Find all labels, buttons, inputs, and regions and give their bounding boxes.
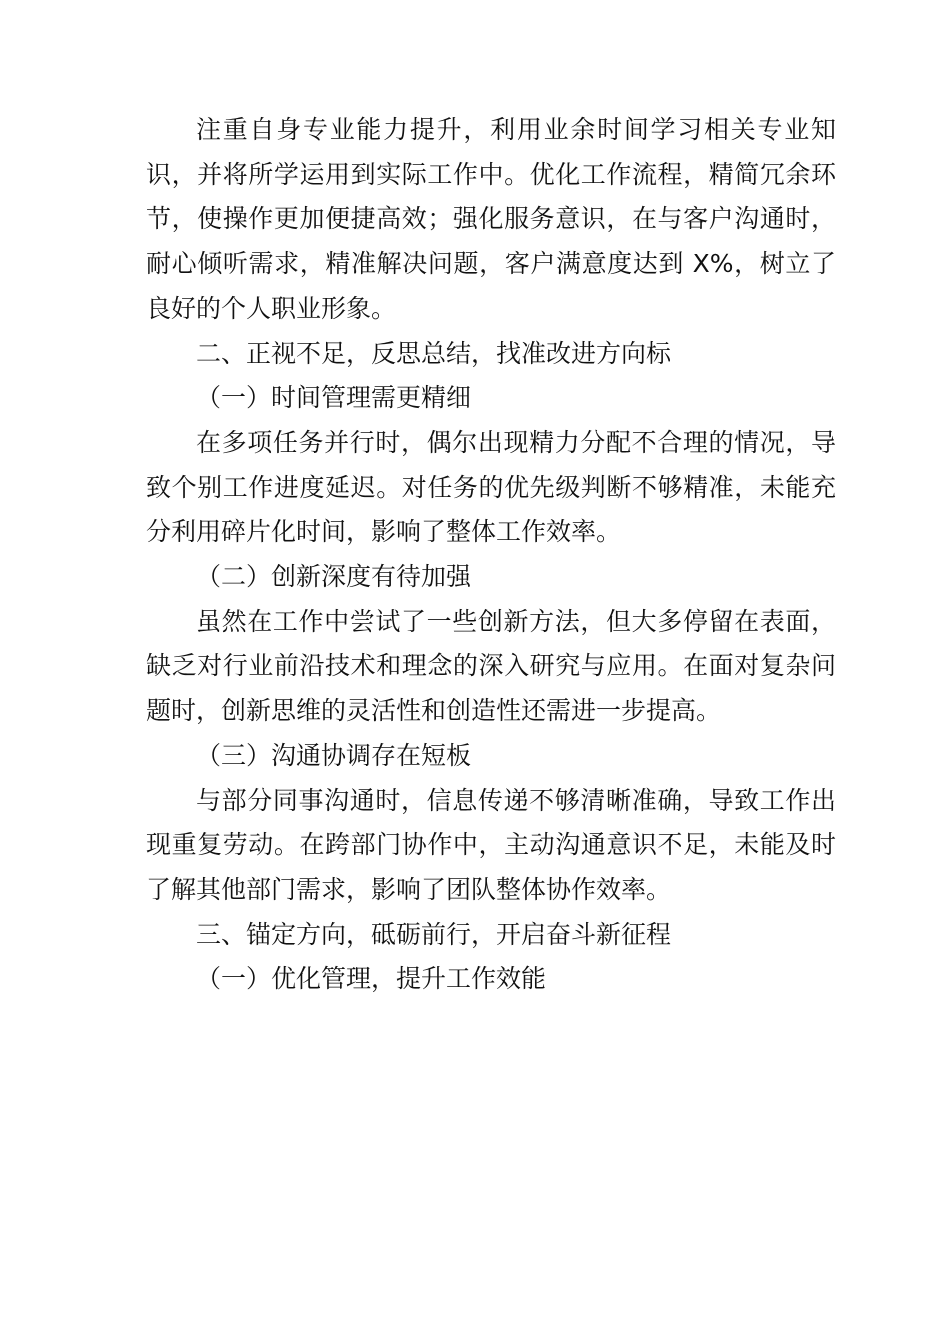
section-heading-2: 二、正视不足，反思总结，找准改进方向标 (196, 338, 672, 368)
subheading-innovation: （二）创新深度有待加强 (196, 562, 472, 592)
paragraph-innovation: 虽然在工作中尝试了一些创新方法，但大多停留在表面，缺乏对行业前沿技术和理念的深入研究与应用。在面对复杂问题时，创新思维的灵活性和创造性还需进一步提高。 (146, 606, 836, 726)
subheading-communication: （三）沟通协调存在短板 (196, 740, 472, 770)
document-body (146, 108, 836, 1002)
subheading-optimize-management: （一）优化管理，提升工作效能 (196, 964, 547, 994)
paragraph-professional-improvement: 注重自身专业能力提升，利用业余时间学习相关专业知识，并将所学运用到实际工作中。优化工作流程，精简冗余环节，使操作更加便捷高效；强化服务意识，在与客户沟通时，耐心倾听需求，精准解决问题，客户满意度达到 X%，树立了良好的个人职业形象。 (146, 115, 836, 323)
paragraph-time-management: 在多项任务并行时，偶尔出现精力分配不合理的情况，导致个别工作进度延迟。对任务的优先级判断不够精准，未能充分利用碎片化时间，影响了整体工作效率。 (146, 427, 836, 547)
subheading-time-management: （一）时间管理需更精细 (196, 383, 472, 413)
section-heading-3: 三、锚定方向，砥砺前行，开启奋斗新征程 (196, 919, 672, 949)
paragraph-communication: 与部分同事沟通时，信息传递不够清晰准确，导致工作出现重复劳动。在跨部门协作中，主动沟通意识不足，未能及时了解其他部门需求，影响了团队整体协作效率。 (146, 785, 836, 904)
